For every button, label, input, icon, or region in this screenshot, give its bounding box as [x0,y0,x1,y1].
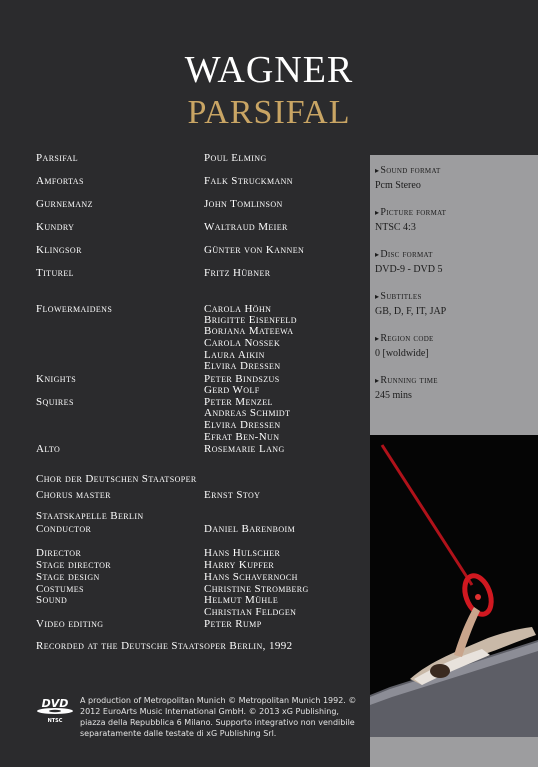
arrow-icon: ▸ [375,250,380,259]
credit-role: Sound [36,594,68,606]
credit-role: Costumes [36,583,84,595]
spec-label-text: Subtitles [380,291,422,302]
credit-row [36,152,366,164]
credit-name: Daniel Barenboim [204,523,296,535]
dvd-logo-text: DVD [41,697,69,710]
credit-role: Director [36,547,82,559]
credit-row [36,384,366,396]
spec-label [375,207,446,218]
spec-label [375,291,446,302]
credit-row [36,473,366,485]
bottom-gray-bar [370,737,538,767]
arrow-icon: ▸ [375,166,380,175]
credit-name: Brigitte Eisenfeld [204,314,297,326]
credit-role: Kundry [36,221,75,233]
spec-value: DVD-9 - DVD 5 [375,264,443,275]
spec-value: NTSC 4:3 [375,222,416,233]
opera-title: PARSIFAL [187,94,351,131]
credit-name: Peter Menzel [204,396,273,408]
credit-role: Squires [36,396,74,408]
credit-row [36,198,366,210]
credit-name: Harry Kupfer [204,559,275,571]
credit-row [36,571,366,583]
credit-role: Alto [36,443,61,455]
credit-name: Laura Aikin [204,349,265,361]
credit-name: Hans Hulscher [204,547,281,559]
spec-label [375,249,443,260]
credit-role: Gurnemanz [36,198,93,210]
credit-row [36,244,366,256]
credit-role: Video editing [36,618,104,630]
credit-row [36,431,366,443]
credit-role: Stage director [36,559,112,571]
arrow-icon: ▸ [375,292,380,301]
arrow-icon: ▸ [375,376,380,385]
credit-name: Falk Struckmann [204,175,293,187]
credit-row [36,267,366,279]
credit-role: Klingsor [36,244,82,256]
spec-item [375,375,438,401]
spec-item [375,333,434,359]
dvd-logo-icon [36,696,74,726]
spec-item [375,249,443,275]
credit-row [36,640,366,652]
credit-row [36,559,366,571]
legal-notice: A production of Metropolitan Munich © Metropolitan Munich 1992. © 2012 EuroArts Music International GmbH. © 2013 xG Publishing, piazza della Repubblica 6 Milano. Supporto integrativo non vendibile separatamente dalle testate di xG Publishing Srl. [80,696,357,738]
credit-name: Rosemarie Lang [204,443,285,455]
credit-role: Amfortas [36,175,84,187]
credit-role: Parsifal [36,152,79,164]
stage-photo [370,435,538,737]
composer-title: WAGNER [184,49,354,91]
credit-role: Stage design [36,571,100,583]
dvd-logo [36,696,74,726]
credit-name: Gerd Wolf [204,384,260,396]
credit-row [36,510,366,522]
credit-name: Ernst Stoy [204,489,261,501]
spec-value: 245 mins [375,390,412,401]
credit-row [36,443,366,455]
spec-item [375,165,441,191]
spec-item [375,207,446,233]
spec-label-text: Running time [380,375,438,386]
credit-name: Waltraud Meier [204,221,288,233]
spec-value: GB, D, F, IT, JAP [375,306,447,317]
credit-name: Christian Feldgen [204,606,297,618]
credit-row [36,594,366,606]
credit-row [36,523,366,535]
credit-name: Günter von Kannen [204,244,305,256]
credit-role: Conductor [36,523,92,535]
credit-name: Efrat Ben-Nun [204,431,280,443]
credit-name: Elvira Dressen [204,360,281,372]
credit-role: Knights [36,373,77,385]
spec-label [375,333,434,344]
credit-name: Andreas Schmidt [204,407,291,419]
arrow-icon: ▸ [375,334,380,343]
credit-name: Peter Rump [204,618,262,630]
spec-item [375,291,446,317]
credit-role: Chor der Deutschen Staatsoper [36,473,197,485]
spec-label [375,165,441,176]
credit-row [36,360,366,372]
credit-name: Poul Elming [204,152,267,164]
credit-role: Chorus master [36,489,111,501]
spec-value: 0 [woldwide] [375,348,429,359]
credit-row [36,337,366,349]
spec-value: Pcm Stereo [375,180,421,191]
credit-row [36,489,366,501]
credit-row [36,407,366,419]
specs-panel [370,155,538,435]
credit-name: Peter Bindszus [204,373,280,385]
stage-photo-image [370,435,538,737]
credit-name: Borjana Mateewa [204,325,294,337]
credit-name: Christine Stromberg [204,583,309,595]
spec-label-text: Region code [380,333,434,344]
dvd-standard-text: NTSC [47,718,63,724]
spec-label [375,375,438,386]
credit-row [36,175,366,187]
credit-row [36,606,366,618]
spec-label-text: Disc format [380,249,433,260]
credit-row [36,547,366,559]
credit-name: John Tomlinson [204,198,283,210]
credit-name: Elvira Dressen [204,419,281,431]
arrow-icon: ▸ [375,208,380,217]
spec-label-text: Sound format [380,165,441,176]
credit-name: Hans Schavernoch [204,571,298,583]
credit-row [36,618,366,630]
credit-row [36,419,366,431]
credit-name: Helmut Mühle [204,594,279,606]
credit-role: Recorded at the Deutsche Staatsoper Berlin, 1992 [36,640,293,652]
credit-role: Titurel [36,267,74,279]
credit-name: Fritz Hübner [204,267,271,279]
credit-name: Carola Nossek [204,337,281,349]
credit-row [36,325,366,337]
credit-role: Flowermaidens [36,303,113,315]
spec-label-text: Picture format [380,207,447,218]
credit-row [36,221,366,233]
credit-name: Carola Höhn [204,303,272,315]
credit-role: Staatskapelle Berlin [36,510,144,522]
